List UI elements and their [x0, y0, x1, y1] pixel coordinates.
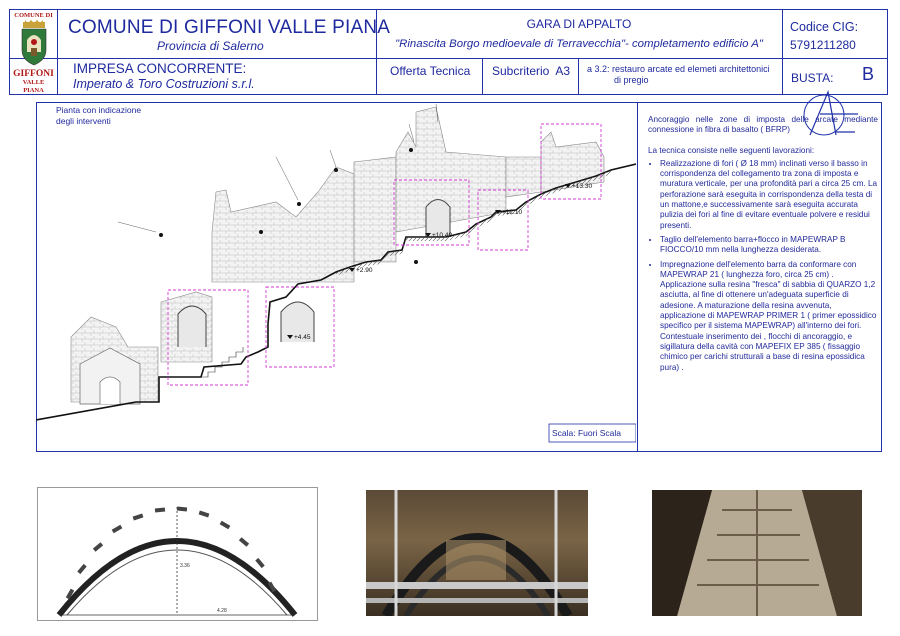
header-divider-2: [782, 9, 783, 95]
level-label-4: +2.90: [356, 267, 373, 274]
logo-text-bottom-1: GIFFONI: [13, 69, 54, 79]
logo-text-bottom-2: VALLE PIANA: [22, 79, 45, 94]
list-item: • Realizzazione di fori ( Ø 18 mm) inclinati verso il basso in corrispondenza del collegamento tra zona di imposta e muratura verticale, per una profondità pari a circa 25 cm. La perforazione sarà eseguita in corrispondenza della testa di un mattone,e successivamente sarà eseguita accurata pulizia dei fori al fine di evitare eventuale polvere e residui presenti.: [660, 159, 878, 231]
level-label-5: +4.45: [294, 334, 311, 341]
header-divider-3: [482, 58, 483, 95]
scale-label: Scala: Fuori Scala: [552, 428, 621, 438]
list-item: • Taglio dell'elemento barra+flocco in MAPEWRAP B FIOCCO/10 mm nella lunghezza desiderata.: [660, 235, 878, 256]
logo-text-top: COMUNE DI: [14, 12, 53, 19]
level-label-2: +12.10: [502, 209, 523, 216]
list-item: • Impregnazione dell'elemento barra da conformare con MAPEWRAP 21 ( lunghezza foro, circa 25 cm) . Applicazione sulla resina "fresca" di sabbia di QUARZO 1,2 asciutta, al fine di ottenere un'adeguata superficie di adesione. A maturazione della resina avvenuta, applicazione di MAPEWRAP PRIMER 1 ( primer epossidico specifico per il sistema MAPEWRAP) all'interno dei fori. Contestuale inserimento dei , flocchi di ancoraggio, e sigillatura della cavità con MAPEFIX EP 385 ( fissaggio chimico per carichi strutturali a base di resina epossidica pura) .: [660, 260, 878, 373]
busta-label: BUSTA:: [791, 71, 834, 85]
elevation-section-drawing: [36, 102, 636, 452]
offerta-label: Offerta Tecnica: [390, 64, 471, 78]
header-divider-h: [9, 58, 888, 59]
plan-label-1: Pianta con indicazione: [56, 105, 142, 115]
description-block: [648, 115, 878, 377]
vault-photo: [652, 490, 862, 616]
arch-height-label: 3.36: [180, 563, 190, 569]
level-label-1: +13.30: [572, 183, 593, 190]
arch-span-label: 4.28: [217, 608, 227, 614]
description-heading: Ancoraggio nelle zone di imposta delle arcate mediante connessione in fibra di basalto ( BFRP): [648, 115, 878, 135]
subcriterio-label: Subcriterio A3: [492, 64, 571, 78]
description-intro: La tecnica consiste nelle seguenti lavorazioni:: [648, 145, 815, 155]
description-list: [648, 159, 878, 373]
cig-label: Codice CIG:: [790, 20, 859, 34]
impresa-name: Imperato & Toro Costruzioni s.r.l.: [73, 77, 255, 91]
cig-value: 5791211280: [790, 38, 856, 52]
restauro-line1: a 3.2: restauro arcate ed elemeti architettonici: [587, 64, 770, 74]
gara-label: GARA DI APPALTO: [526, 17, 632, 31]
provincia: Provincia di Salerno: [157, 39, 264, 53]
level-label-3: +10.40: [432, 232, 453, 239]
busta-value: B: [862, 64, 875, 84]
header-divider-logo: [57, 9, 58, 95]
impresa-label: IMPRESA CONCORRENTE:: [73, 61, 247, 76]
scaffolding-photo: [366, 490, 588, 616]
comune-logo: [12, 12, 55, 92]
header-divider-4: [578, 58, 579, 95]
restauro-line2: di pregio: [614, 75, 649, 85]
coat-of-arms-icon: [19, 20, 49, 66]
drawing-divider: [637, 102, 638, 452]
comune-title: COMUNE DI GIFFONI VALLE PIANA: [68, 17, 391, 38]
gara-subject: "Rinascita Borgo medioevale di Terravecchia"- completamento edificio A": [395, 38, 763, 50]
arch-formwork-drawing: [37, 487, 318, 621]
plan-label-2: degli interventi: [56, 116, 111, 126]
